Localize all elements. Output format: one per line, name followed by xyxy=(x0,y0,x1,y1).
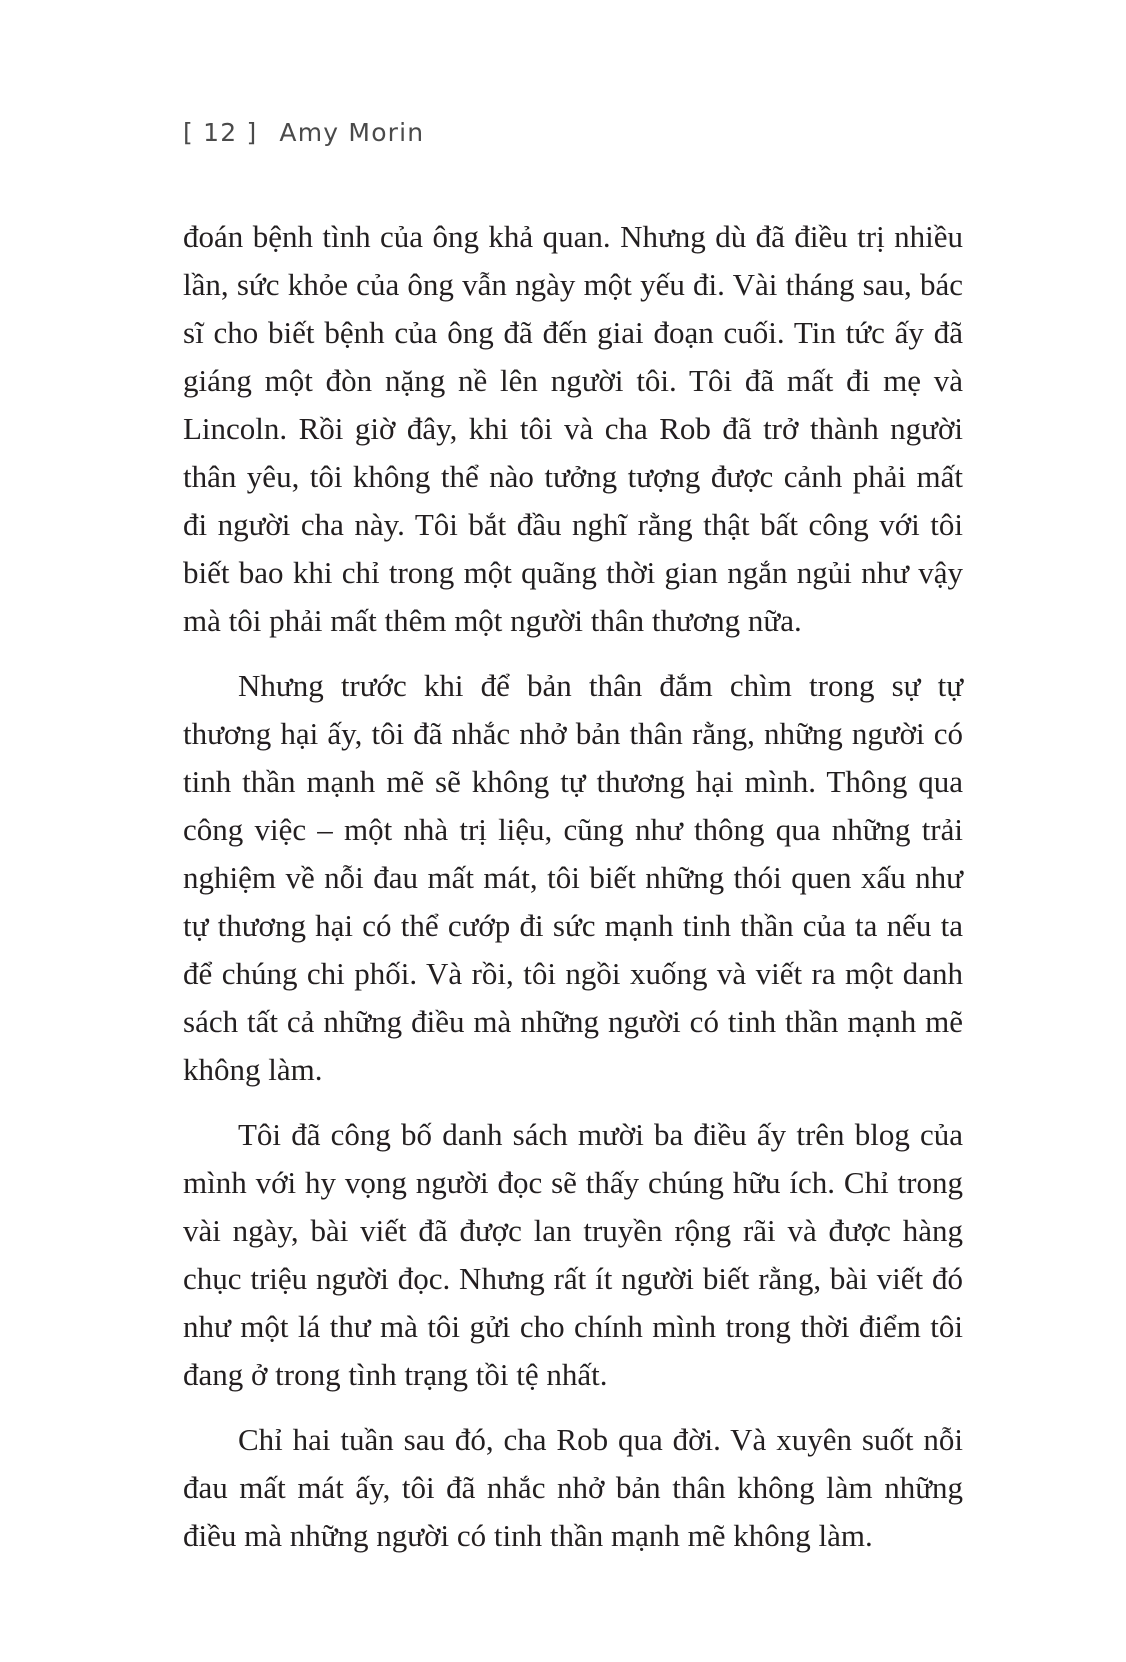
paragraph-continued: đoán bệnh tình của ông khả quan. Nhưng dù đã điều trị nhiều lần, sức khỏe của ông vẫn ngày một yếu đi. Vài tháng sau, bác sĩ cho biết bệnh của ông đã đến giai đoạn cuối. Tin tức ấy đã giáng một đòn nặng nề lên người tôi. Tôi đã mất đi mẹ và Lincoln. Rồi giờ đây, khi tôi và cha Rob đã trở thành người thân yêu, tôi không thể nào tưởng tượng được cảnh phải mất đi người cha này. Tôi bắt đầu nghĩ rằng thật bất công với tôi biết bao khi chỉ trong một quãng thời gian ngắn ngủi như vậy mà tôi phải mất thêm một người thân thương nữa. xyxy=(183,219,963,638)
page-number: [ 12 ] xyxy=(183,118,258,147)
running-header xyxy=(183,118,424,147)
body-text xyxy=(183,213,963,1577)
paragraph: Chỉ hai tuần sau đó, cha Rob qua đời. Và xuyên suốt nỗi đau mất mát ấy, tôi đã nhắc nhở bản thân không làm những điều mà những người có tinh thần mạnh mẽ không làm. xyxy=(183,1422,963,1553)
paragraph: Nhưng trước khi để bản thân đắm chìm trong sự tự thương hại ấy, tôi đã nhắc nhở bản thân rằng, những người có tinh thần mạnh mẽ sẽ không tự thương hại mình. Thông qua công việc – một nhà trị liệu, cũng như thông qua những trải nghiệm về nỗi đau mất mát, tôi biết những thói quen xấu như tự thương hại có thể cướp đi sức mạnh tinh thần của ta nếu ta để chúng chi phối. Và rồi, tôi ngồi xuống và viết ra một danh sách tất cả những điều mà những người có tinh thần mạnh mẽ không làm. xyxy=(183,668,963,1087)
paragraph: Tôi đã công bố danh sách mười ba điều ấy trên blog của mình với hy vọng người đọc sẽ thấy chúng hữu ích. Chỉ trong vài ngày, bài viết đã được lan truyền rộng rãi và được hàng chục triệu người đọc. Nhưng rất ít người biết rằng, bài viết đó như một lá thư mà tôi gửi cho chính mình trong thời điểm tôi đang ở trong tình trạng tồi tệ nhất. xyxy=(183,1117,963,1392)
author-name: Amy Morin xyxy=(279,118,425,147)
